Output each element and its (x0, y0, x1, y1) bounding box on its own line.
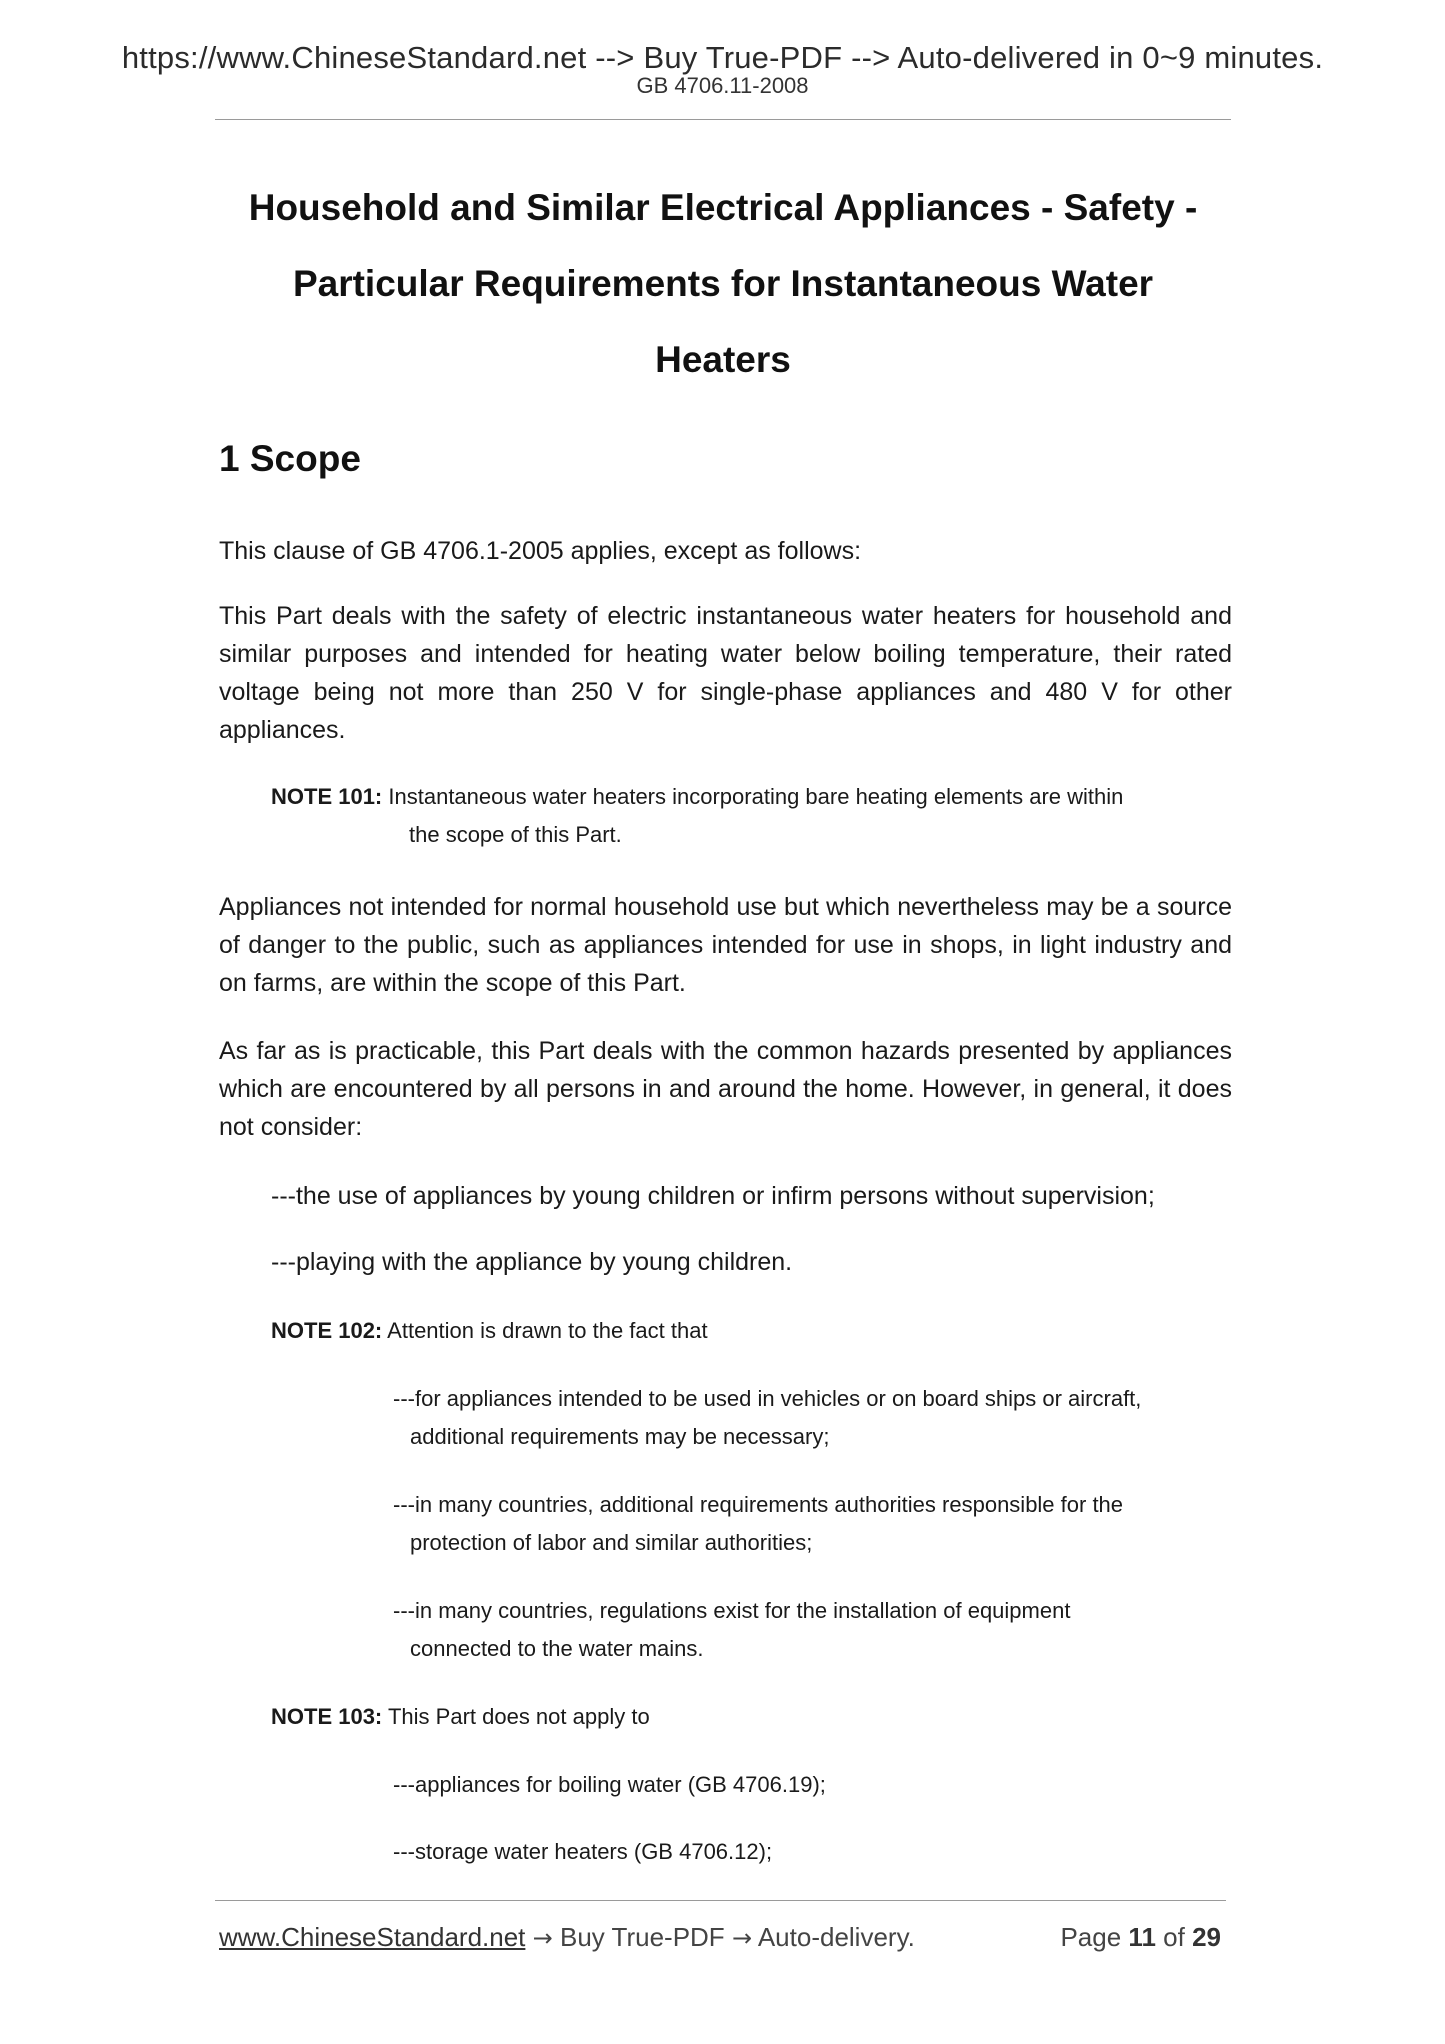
note-list-text: connected to the water mains. (410, 1636, 704, 1661)
page-footer (219, 1922, 1229, 1953)
note-list-item: ---storage water heaters (GB 4706.12); (393, 1839, 773, 1864)
note-list-text: additional requirements may be necessary; (410, 1424, 830, 1449)
paragraph: As far as is practicable, this Part deals with the common hazards presented by appliances which are encountered by all persons in and around the home. However, in general, it does not consider: (219, 1037, 1232, 1141)
banner-buy-text: Buy True-PDF (643, 40, 843, 75)
banner-arrow: --> (595, 40, 635, 75)
page-current: 11 (1128, 1922, 1156, 1952)
header-divider (215, 119, 1231, 120)
note-101 (271, 778, 1232, 854)
list-item: ---the use of appliances by young children or infirm persons without supervision; (271, 1182, 1155, 1210)
of-word: of (1163, 1922, 1185, 1952)
note-label: NOTE 101: (271, 784, 383, 809)
note-text: Attention is drawn to the fact that (387, 1318, 708, 1343)
note-list-text: protection of labor and similar authorities; (410, 1530, 813, 1555)
standard-code: GB 4706.11-2008 (636, 73, 809, 98)
note-list-item (393, 1380, 1232, 1456)
page-word: Page (1060, 1922, 1122, 1952)
banner-delivery-text: Auto-delivered in 0~9 minutes. (897, 40, 1324, 75)
note-text: Instantaneous water heaters incorporating bare heating elements are within (388, 784, 1124, 809)
note-list-item: ---appliances for boiling water (GB 4706.19); (393, 1772, 826, 1797)
note-103 (271, 1698, 1232, 1736)
footer-site-link[interactable]: www.ChineseStandard.net (219, 1922, 526, 1952)
page-number (1060, 1922, 1221, 1953)
arrow-right-icon: → (731, 1924, 753, 1952)
note-list-text: ---in many countries, additional requirements authorities responsible for the (393, 1492, 1124, 1517)
note-102 (271, 1312, 1232, 1350)
paragraph: This Part deals with the safety of electric instantaneous water heaters for household and similar purposes and intended for heating water below boiling temperature, their rated voltage being not more than 250 V for single-phase appliances and 480 V for other appliances. (219, 602, 1232, 744)
arrow-right-icon: → (532, 1924, 553, 1952)
title-line: Heaters (655, 339, 791, 380)
note-list-text: ---for appliances intended to be used in vehicles or on board ships or aircraft, (393, 1386, 1142, 1411)
page-total: 29 (1192, 1922, 1221, 1952)
note-list-text: ---in many countries, regulations exist for the installation of equipment (393, 1598, 1071, 1623)
note-label: NOTE 102: (271, 1318, 383, 1343)
top-banner[interactable] (0, 40, 1445, 76)
footer-divider (215, 1900, 1226, 1901)
banner-site-link[interactable]: https://www.ChineseStandard.net (121, 40, 587, 75)
section-heading: 1 Scope (219, 438, 361, 479)
list-item: ---playing with the appliance by young children. (271, 1248, 793, 1276)
paragraph: Appliances not intended for normal household use but which nevertheless may be a source of danger to the public, such as appliances intended for use in shops, in light industry and on farms, are within the scope of this Part. (219, 893, 1232, 997)
paragraph: This clause of GB 4706.1-2005 applies, except as follows: (219, 537, 862, 565)
footer-delivery-text: Auto-delivery. (757, 1922, 915, 1952)
title-line: Household and Similar Electrical Appliances - Safety - (248, 187, 1198, 228)
document-title (215, 170, 1231, 398)
note-text: This Part does not apply to (387, 1704, 650, 1729)
note-text: the scope of this Part. (409, 822, 622, 847)
title-line: Particular Requirements for Instantaneous Water (292, 263, 1154, 304)
note-list-item (393, 1592, 1232, 1668)
footer-buy-text: Buy True-PDF (559, 1922, 725, 1952)
banner-arrow: --> (851, 40, 891, 75)
note-label: NOTE 103: (271, 1704, 383, 1729)
note-list-item (393, 1486, 1232, 1562)
